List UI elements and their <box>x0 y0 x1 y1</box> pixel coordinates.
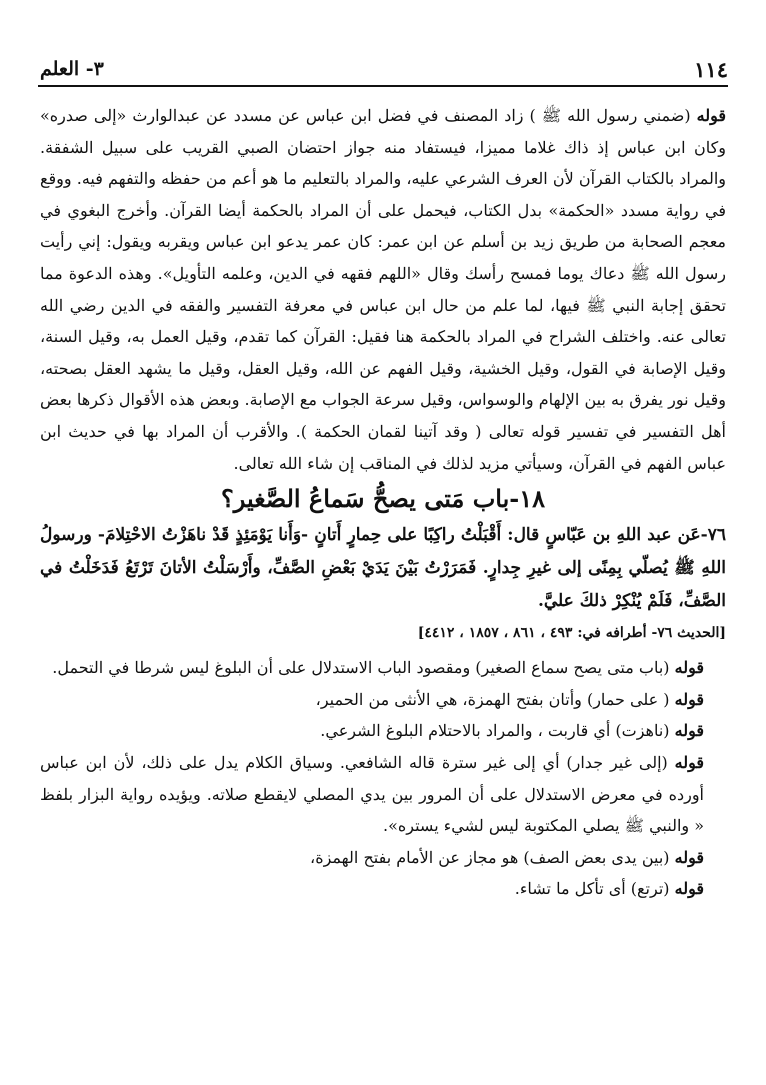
commentary-text: (باب متى يصح سماع الصغير) ومقصود الباب الاستدلال على أن البلوغ ليس شرطا في التحمل. <box>52 658 675 678</box>
commentary-keyword: قوله <box>674 658 704 678</box>
commentary-text: (بين يدى بعض الصف) هو مجاز عن الأمام بفتح الهمزة، <box>310 847 675 867</box>
commentary-text: (إلى غير جدار) أي إلى غير سترة قاله الشافعي. وسياق الكلام يدل على ذلك، لأن ابن عباس أورده في معرض الاستدلال على أن المرور بين يدي المصلي لايقطع صلاته. ويؤيده رواية البزار بلفظ « والنبي ﷺ يصلي المكتوبة ليس لشيء يستره». <box>40 752 704 836</box>
commentary-paragraph <box>40 684 726 716</box>
page-number: ١١٤ <box>694 56 728 82</box>
hadith-text: ٧٦-عَن عبد اللهِ بن عَبّاسٍ قال: أَقْبَلْتُ راكِبًا على حِمارٍ أَتانٍ -وَأَنا يَوْمَئِذٍ قَدْ ناهَزْتُ الاحْتِلامَ- ورسولُ اللهِ ﷺ يُصلّي بِمِنًى إلى غيرِ جِدارٍ. فَمَرَرْتُ بَيْنَ يَدَيْ بَعْضِ الصَّفِّ، وأَرْسَلْتُ الأتانَ تَرْتَعُ فَدَخَلْتُ في الصَّفِّ، فَلَمْ يُنْكِرْ ذلكَ عليَّ. <box>40 525 726 612</box>
hadith-references: [الحديث ٧٦- أطرافه في: ٤٩٣ ، ٨٦١ ، ١٨٥٧ ، ٤٤١٢] <box>417 625 726 642</box>
commentary-text: ( على حمار) وأتان بفتح الهمزة، هي الأنثى من الحمير، <box>315 689 675 709</box>
chapter-title: ٣- العلم <box>40 58 104 80</box>
commentary-keyword: قوله <box>674 689 704 709</box>
section-heading: ١٨-باب مَتى يصحُّ سَماعُ الصَّغير؟ <box>220 484 546 514</box>
commentary-paragraph <box>40 652 726 684</box>
commentary-text: (ترتع) أى تأكل ما تشاء. <box>514 879 675 899</box>
commentary-paragraph <box>40 100 726 479</box>
header-rule <box>38 85 728 87</box>
commentary-keyword: قوله <box>674 847 704 867</box>
commentary-paragraph <box>40 715 726 747</box>
commentary-paragraph <box>40 873 726 905</box>
commentary-paragraph <box>40 747 726 842</box>
commentary-text: (ناهزت) أي قاربت ، والمراد بالاحتلام البلوغ الشرعي. <box>320 721 675 741</box>
commentary-keyword: قوله <box>674 752 704 772</box>
commentary-keyword: قوله <box>674 721 704 741</box>
commentary-keyword: قوله <box>674 879 704 899</box>
page-body <box>40 100 726 905</box>
commentary-text: (ضمني رسول الله ﷺ ) زاد المصنف في فضل ابن عباس عن مسدد عن عبدالوارث «إلى صدره» وكان ابن عباس إذ ذاك غلاما مميزا، فيستفاد منه جواز احتضان الصبي القريب على سبيل الشفقة. والمراد بالكتاب القرآن لأن العرف الشرعي عليه، والمراد بالتعليم ما هو أعم من حفظه والتفهم فيه. ووقع في رواية مسدد «الحكمة» بدل الكتاب، فيحمل على أن المراد بالحكمة أيضا القرآن. وأخرج البغوي في معجم الصحابة من طريق زيد بن أسلم عن ابن عمر: كان عمر يدعو ابن عباس ويقربه ويقول: إني رأيت رسول الله ﷺ دعاك يوما فمسح رأسك وقال «اللهم فقهه في الدين، وعلمه التأويل». وهذه الدعوة مما تحقق إجابة النبي ﷺ فيها، لما علم من حال ابن عباس في معرفة التفسير والفقه في الدين رضي الله تعالى عنه. واختلف الشراح في المراد بالحكمة هنا فقيل: القرآن كما تقدم، وقيل العمل به، وقيل السنة، وقيل الإصابة في القول، وقيل الخشية، وقيل الفهم عن الله، وقيل العقل، وقيل ما يشهد العقل بصحته، وقيل نور يفرق به بين الإلهام والوسواس، وقيل سرعة الجواب مع الإصابة. وبعض هذه الأقوال ذكرها بعض أهل التفسير في تفسير قوله تعالى ( وقد آتينا لقمان الحكمة ). والأقرب أن المراد بها في حديث ابن عباس الفهم في القرآن، وسيأتي مزيد لذلك في المناقب إن شاء الله تعالى. <box>40 106 726 473</box>
commentary-keyword: قوله <box>696 106 726 125</box>
page-header <box>40 54 728 84</box>
commentary-paragraph <box>40 842 726 874</box>
